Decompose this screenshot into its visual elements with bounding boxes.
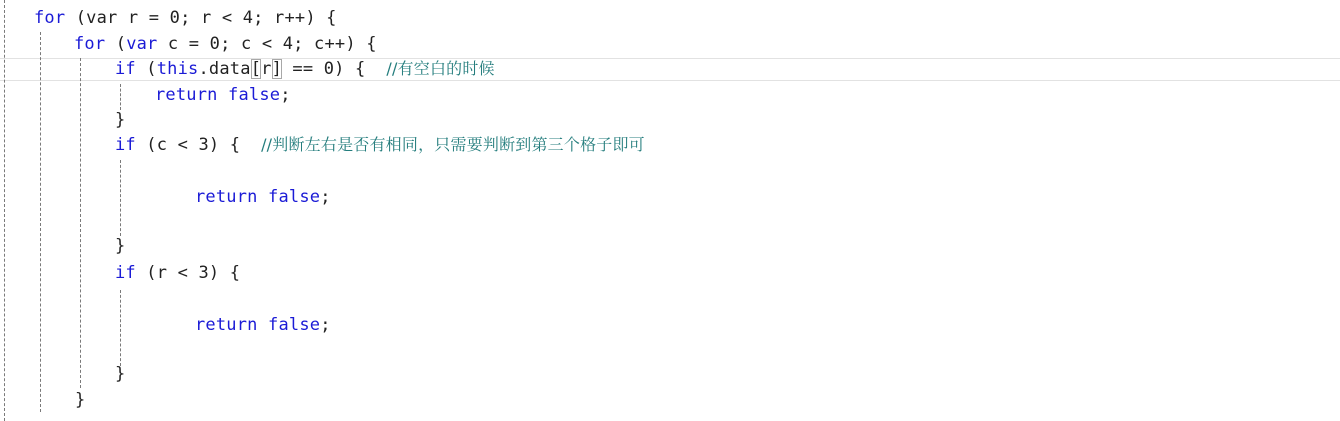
code-line[interactable] <box>115 135 645 155</box>
keyword: false <box>228 85 281 105</box>
keyword: for <box>34 8 66 28</box>
code-line[interactable] <box>115 364 125 384</box>
code-text: (c < 3) { <box>135 135 262 155</box>
indent-guide <box>120 84 121 110</box>
indent-guide <box>40 32 41 412</box>
code-line-current[interactable] <box>115 59 495 79</box>
keyword: if <box>115 135 136 155</box>
code-line[interactable] <box>195 315 331 335</box>
code-text: ; <box>320 187 331 207</box>
keyword: var <box>126 34 158 54</box>
keyword: return <box>195 187 258 207</box>
code-line[interactable] <box>195 187 331 207</box>
code-text: c = 0; c < 4; c++) { <box>157 34 377 54</box>
code-line[interactable] <box>115 236 125 256</box>
bracket-match-open: [ <box>250 59 262 79</box>
bracket-match-close: ] <box>271 59 282 79</box>
code-line[interactable] <box>155 85 291 105</box>
code-text: ( <box>105 34 127 54</box>
code-text: ( <box>135 59 157 79</box>
comment: //判断左右是否有相同，只需要判断到第三个格子即可 <box>261 135 645 154</box>
keyword: false <box>268 187 321 207</box>
indent-guide <box>80 58 81 388</box>
code-text: } <box>75 390 86 410</box>
comment: //有空白的时候 <box>386 59 495 78</box>
indent-guide <box>120 160 121 236</box>
keyword: if <box>115 263 136 283</box>
indent-guide <box>120 290 121 366</box>
keyword: this <box>156 59 199 79</box>
code-text: ; <box>280 85 291 105</box>
indent-guide <box>4 0 5 421</box>
code-line[interactable] <box>75 390 85 410</box>
keyword: return <box>155 85 218 105</box>
code-text: } <box>115 110 126 130</box>
code-line[interactable] <box>74 34 377 54</box>
code-text: == 0) { <box>282 59 387 79</box>
keyword: if <box>115 59 136 79</box>
keyword: for <box>74 34 106 54</box>
code-text: .data <box>198 59 251 79</box>
keyword: false <box>268 315 321 335</box>
code-text: ; <box>320 315 331 335</box>
code-line[interactable] <box>115 110 125 130</box>
code-line[interactable] <box>34 8 337 28</box>
code-text: } <box>115 236 126 256</box>
code-text: (r < 3) { <box>135 263 241 283</box>
code-text: r <box>261 59 272 79</box>
code-text: } <box>115 364 126 384</box>
keyword: return <box>195 315 258 335</box>
code-line[interactable] <box>115 263 240 283</box>
code-text: (var r = 0; r < 4; r++) { <box>65 8 337 28</box>
